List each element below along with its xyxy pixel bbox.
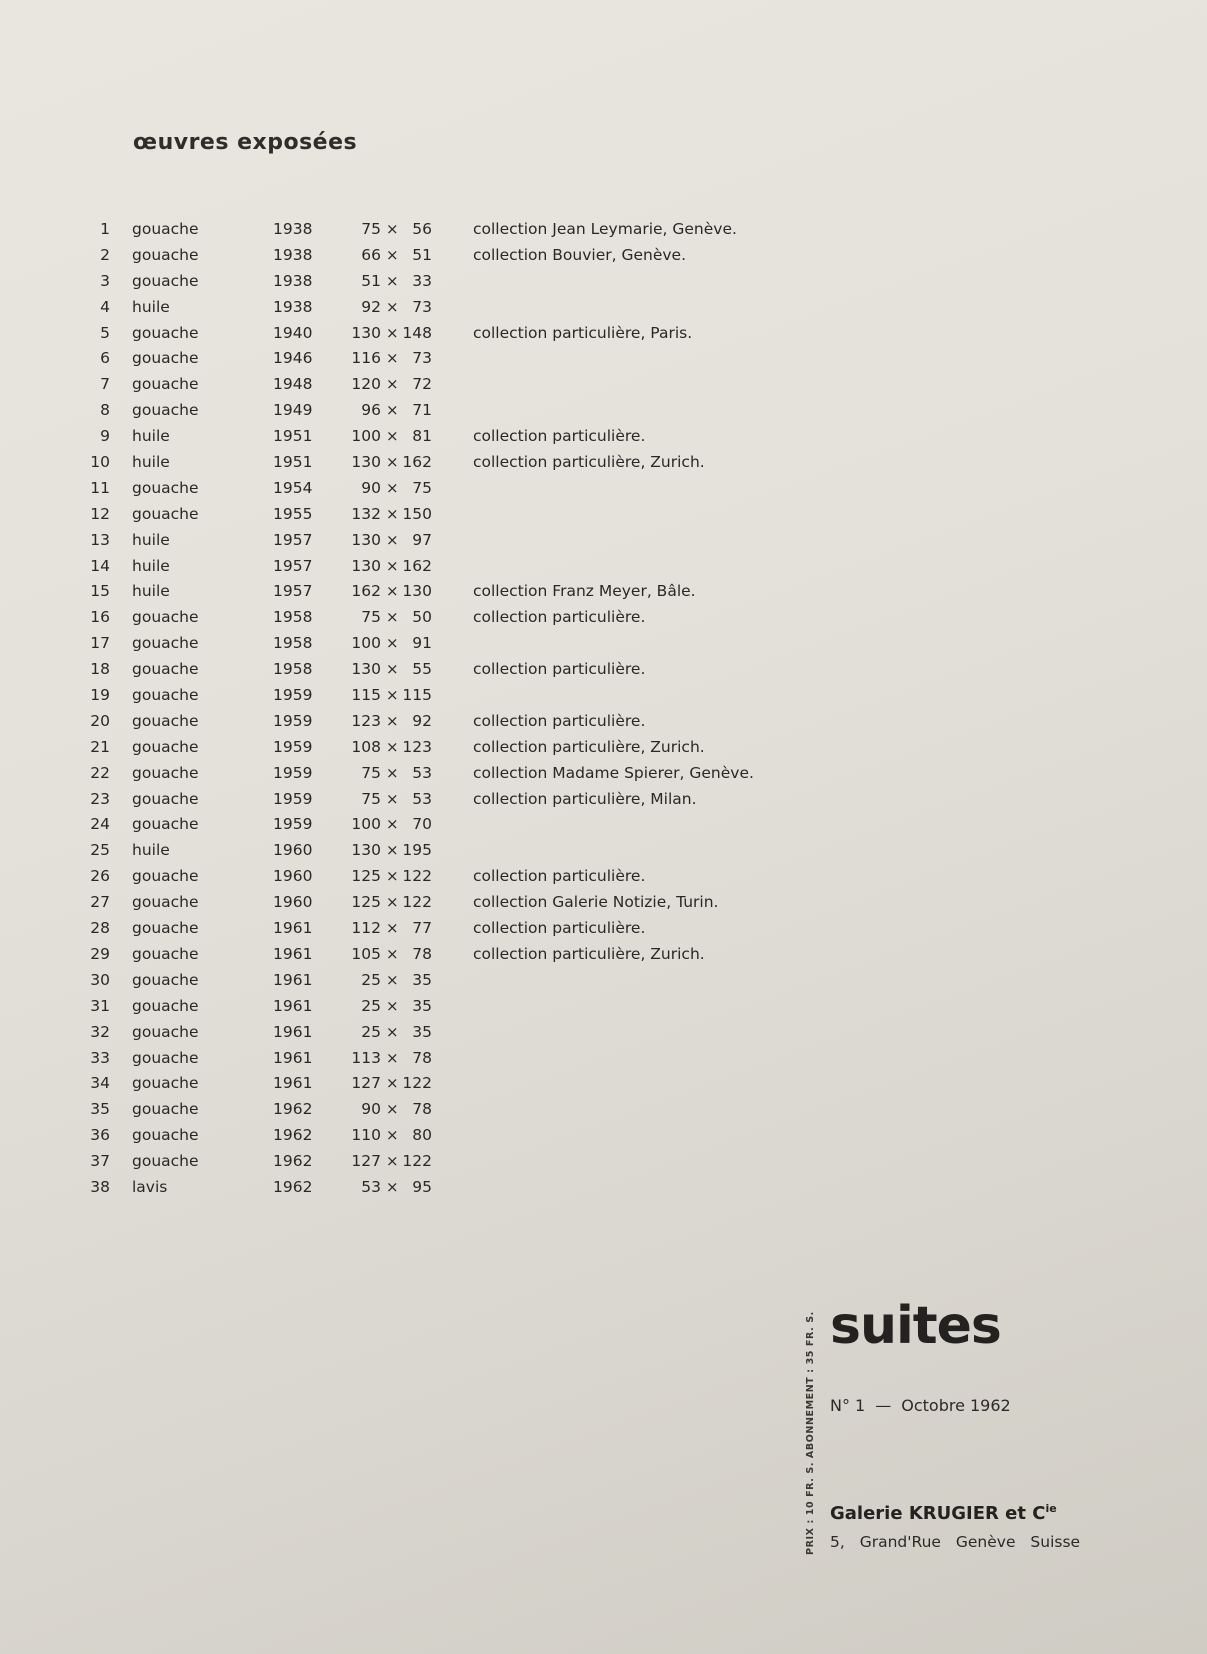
- work-medium: gouache: [132, 220, 199, 238]
- work-number: 31: [90, 996, 110, 1015]
- work-year: 1959: [273, 686, 313, 705]
- work-number: 13: [90, 530, 110, 549]
- work-year: 1962: [273, 1177, 313, 1196]
- work-year: 1961: [273, 919, 313, 938]
- work-number: 34: [90, 1074, 110, 1093]
- work-medium: huile: [132, 530, 170, 549]
- work-medium: gouache: [132, 375, 199, 394]
- work-width: 122: [402, 1152, 432, 1171]
- work-medium: gouache: [132, 970, 199, 989]
- work-year: 1961: [273, 970, 313, 989]
- work-year: 1961: [273, 944, 313, 963]
- work-height: 25: [361, 996, 381, 1015]
- work-width: 70: [412, 815, 432, 834]
- work-number: 7: [100, 375, 110, 394]
- times-sign: ×: [386, 686, 399, 705]
- work-width: 73: [412, 349, 432, 368]
- work-width: 75: [412, 478, 432, 497]
- work-year: 1962: [273, 1100, 313, 1119]
- work-collection: collection Bouvier, Genève.: [473, 245, 687, 264]
- work-height: 130: [351, 841, 381, 860]
- work-year: 1959: [273, 815, 313, 834]
- work-medium: gouache: [132, 763, 199, 782]
- work-year: 1955: [273, 504, 313, 523]
- issue-dash: —: [875, 1396, 892, 1415]
- work-year: 1960: [273, 841, 313, 860]
- times-sign: ×: [386, 556, 399, 575]
- times-sign: ×: [386, 867, 399, 886]
- times-sign: ×: [386, 1074, 399, 1093]
- times-sign: ×: [386, 582, 399, 601]
- work-height: 53: [361, 1177, 381, 1196]
- work-year: 1961: [273, 996, 313, 1015]
- work-height: 132: [351, 504, 381, 523]
- work-medium: huile: [132, 297, 170, 316]
- work-year: 1958: [273, 608, 313, 627]
- times-sign: ×: [386, 297, 399, 316]
- work-medium: gouache: [132, 245, 199, 264]
- work-year: 1938: [273, 220, 313, 238]
- times-sign: ×: [386, 1152, 399, 1171]
- times-sign: ×: [386, 634, 399, 653]
- times-sign: ×: [386, 504, 399, 523]
- work-height: 51: [361, 271, 381, 290]
- work-year: 1938: [273, 271, 313, 290]
- times-sign: ×: [386, 944, 399, 963]
- work-width: 195: [402, 841, 432, 860]
- work-width: 123: [402, 737, 432, 756]
- work-medium: huile: [132, 453, 170, 472]
- work-width: 78: [412, 1100, 432, 1119]
- work-year: 1959: [273, 789, 313, 808]
- work-medium: gouache: [132, 893, 199, 912]
- work-height: 75: [361, 220, 381, 238]
- work-collection: collection particulière.: [473, 427, 646, 446]
- work-width: 33: [412, 271, 432, 290]
- work-year: 1957: [273, 530, 313, 549]
- work-height: 75: [361, 763, 381, 782]
- times-sign: ×: [386, 996, 399, 1015]
- work-collection: collection particulière, Milan.: [473, 789, 697, 808]
- work-medium: huile: [132, 427, 170, 446]
- work-height: 120: [351, 375, 381, 394]
- times-sign: ×: [386, 1100, 399, 1119]
- gallery-name-text: Galerie KRUGIER et C: [830, 1503, 1046, 1524]
- work-width: 162: [402, 556, 432, 575]
- gallery-address: 5, Grand'Rue Genève Suisse: [830, 1533, 1081, 1551]
- work-number: 19: [90, 686, 110, 705]
- work-medium: gouache: [132, 789, 199, 808]
- work-number: 11: [90, 478, 110, 497]
- work-number: 21: [90, 737, 110, 756]
- times-sign: ×: [386, 401, 399, 420]
- work-width: 122: [402, 893, 432, 912]
- work-height: 90: [361, 1100, 381, 1119]
- work-number: 2: [100, 245, 110, 264]
- times-sign: ×: [386, 453, 399, 472]
- issue-line: [830, 1396, 1011, 1415]
- work-width: 50: [412, 608, 432, 627]
- times-sign: ×: [386, 789, 399, 808]
- work-height: 66: [361, 245, 381, 264]
- times-sign: ×: [386, 608, 399, 627]
- work-collection: collection particulière, Zurich.: [473, 453, 705, 472]
- work-year: 1954: [273, 478, 313, 497]
- times-sign: ×: [386, 220, 399, 238]
- work-medium: gouache: [132, 919, 199, 938]
- times-sign: ×: [386, 375, 399, 394]
- work-width: 55: [412, 660, 432, 679]
- work-year: 1938: [273, 245, 313, 264]
- work-medium: gouache: [132, 608, 199, 627]
- work-collection: collection particulière.: [473, 711, 646, 730]
- work-year: 1959: [273, 737, 313, 756]
- work-height: 113: [351, 1048, 381, 1067]
- price-note: PRIX : 10 FR. S. ABONNEMENT : 35 FR. S.: [805, 1311, 816, 1555]
- work-width: 92: [412, 711, 432, 730]
- work-width: 122: [402, 867, 432, 886]
- work-width: 35: [412, 996, 432, 1015]
- work-number: 1: [100, 220, 110, 238]
- issue-date: Octobre 1962: [901, 1396, 1011, 1415]
- work-height: 90: [361, 478, 381, 497]
- work-medium: huile: [132, 841, 170, 860]
- work-height: 130: [351, 556, 381, 575]
- work-width: 78: [412, 1048, 432, 1067]
- work-number: 12: [90, 504, 110, 523]
- page-title: œuvres exposées: [133, 130, 358, 155]
- work-height: 110: [351, 1126, 381, 1145]
- work-medium: gouache: [132, 1100, 199, 1119]
- work-height: 100: [351, 634, 381, 653]
- work-year: 1960: [273, 893, 313, 912]
- work-medium: gouache: [132, 660, 199, 679]
- work-medium: gouache: [132, 867, 199, 886]
- work-number: 27: [90, 893, 110, 912]
- times-sign: ×: [386, 349, 399, 368]
- work-collection: collection particulière, Zurich.: [473, 737, 705, 756]
- work-width: 81: [412, 427, 432, 446]
- work-width: 148: [402, 323, 432, 342]
- times-sign: ×: [386, 271, 399, 290]
- times-sign: ×: [386, 763, 399, 782]
- work-width: 122: [402, 1074, 432, 1093]
- work-number: 24: [90, 815, 110, 834]
- work-height: 162: [351, 582, 381, 601]
- work-height: 100: [351, 815, 381, 834]
- work-medium: gouache: [132, 271, 199, 290]
- work-number: 35: [90, 1100, 110, 1119]
- work-medium: gouache: [132, 996, 199, 1015]
- work-height: 112: [351, 919, 381, 938]
- gallery-name: [830, 1502, 1057, 1524]
- work-medium: gouache: [132, 323, 199, 342]
- work-width: 150: [402, 504, 432, 523]
- work-width: 73: [412, 297, 432, 316]
- work-collection: collection particulière.: [473, 608, 646, 627]
- work-collection: collection Jean Leymarie, Genève.: [473, 220, 737, 238]
- work-number: 22: [90, 763, 110, 782]
- work-year: 1961: [273, 1074, 313, 1093]
- work-number: 28: [90, 919, 110, 938]
- work-number: 17: [90, 634, 110, 653]
- work-year: 1957: [273, 582, 313, 601]
- times-sign: ×: [386, 815, 399, 834]
- work-medium: gouache: [132, 634, 199, 653]
- work-width: 91: [412, 634, 432, 653]
- work-collection: collection particulière.: [473, 660, 646, 679]
- work-height: 125: [351, 867, 381, 886]
- work-number: 29: [90, 944, 110, 963]
- work-height: 130: [351, 323, 381, 342]
- work-year: 1959: [273, 763, 313, 782]
- work-height: 92: [361, 297, 381, 316]
- times-sign: ×: [386, 427, 399, 446]
- work-medium: gouache: [132, 944, 199, 963]
- work-year: 1962: [273, 1126, 313, 1145]
- work-year: 1961: [273, 1022, 313, 1041]
- work-number: 25: [90, 841, 110, 860]
- work-medium: gouache: [132, 815, 199, 834]
- work-width: 35: [412, 1022, 432, 1041]
- work-height: 100: [351, 427, 381, 446]
- work-medium: gouache: [132, 1074, 199, 1093]
- work-height: 130: [351, 660, 381, 679]
- work-year: 1962: [273, 1152, 313, 1171]
- work-number: 6: [100, 349, 110, 368]
- work-height: 105: [351, 944, 381, 963]
- work-year: 1960: [273, 867, 313, 886]
- work-width: 162: [402, 453, 432, 472]
- work-year: 1946: [273, 349, 313, 368]
- work-collection: collection Madame Spierer, Genève.: [473, 763, 754, 782]
- work-width: 53: [412, 763, 432, 782]
- work-width: 72: [412, 375, 432, 394]
- times-sign: ×: [386, 1022, 399, 1041]
- work-width: 77: [412, 919, 432, 938]
- times-sign: ×: [386, 737, 399, 756]
- work-number: 23: [90, 789, 110, 808]
- times-sign: ×: [386, 530, 399, 549]
- work-medium: huile: [132, 556, 170, 575]
- times-sign: ×: [386, 841, 399, 860]
- times-sign: ×: [386, 478, 399, 497]
- issue-number: N° 1: [830, 1396, 866, 1415]
- work-height: 130: [351, 453, 381, 472]
- work-number: 32: [90, 1022, 110, 1041]
- work-medium: lavis: [132, 1177, 168, 1196]
- work-medium: huile: [132, 582, 170, 601]
- times-sign: ×: [386, 919, 399, 938]
- work-width: 53: [412, 789, 432, 808]
- work-year: 1958: [273, 634, 313, 653]
- work-height: 25: [361, 970, 381, 989]
- work-year: 1948: [273, 375, 313, 394]
- work-collection: collection particulière, Zurich.: [473, 944, 705, 963]
- work-collection: collection Franz Meyer, Bâle.: [473, 582, 696, 601]
- work-width: 56: [412, 220, 432, 238]
- work-width: 71: [412, 401, 432, 420]
- work-medium: gouache: [132, 401, 199, 420]
- work-year: 1951: [273, 427, 313, 446]
- work-medium: gouache: [132, 349, 199, 368]
- work-year: 1957: [273, 556, 313, 575]
- work-height: 96: [361, 401, 381, 420]
- work-height: 115: [351, 686, 381, 705]
- work-number: 33: [90, 1048, 110, 1067]
- work-number: 14: [90, 556, 110, 575]
- work-year: 1940: [273, 323, 313, 342]
- work-collection: collection particulière.: [473, 919, 646, 938]
- times-sign: ×: [386, 323, 399, 342]
- work-height: 125: [351, 893, 381, 912]
- work-number: 10: [90, 453, 110, 472]
- work-year: 1959: [273, 711, 313, 730]
- work-height: 75: [361, 608, 381, 627]
- work-number: 9: [100, 427, 110, 446]
- work-width: 78: [412, 944, 432, 963]
- work-medium: gouache: [132, 1152, 199, 1171]
- work-height: 123: [351, 711, 381, 730]
- work-width: 51: [412, 245, 432, 264]
- work-height: 127: [351, 1152, 381, 1171]
- times-sign: ×: [386, 660, 399, 679]
- work-medium: gouache: [132, 478, 199, 497]
- work-medium: gouache: [132, 504, 199, 523]
- times-sign: ×: [386, 1048, 399, 1067]
- work-height: 25: [361, 1022, 381, 1041]
- work-year: 1938: [273, 297, 313, 316]
- work-year: 1961: [273, 1048, 313, 1067]
- work-year: 1951: [273, 453, 313, 472]
- work-number: 38: [90, 1177, 110, 1196]
- work-collection: collection particulière.: [473, 867, 646, 886]
- work-number: 4: [100, 297, 110, 316]
- journal-title: suites: [830, 1296, 1001, 1356]
- work-width: 35: [412, 970, 432, 989]
- work-number: 26: [90, 867, 110, 886]
- work-collection: collection Galerie Notizie, Turin.: [473, 893, 719, 912]
- work-number: 16: [90, 608, 110, 627]
- work-number: 30: [90, 970, 110, 989]
- work-number: 5: [100, 323, 110, 342]
- work-collection: collection particulière, Paris.: [473, 323, 693, 342]
- work-number: 3: [100, 271, 110, 290]
- work-width: 80: [412, 1126, 432, 1145]
- work-height: 108: [351, 737, 381, 756]
- work-width: 97: [412, 530, 432, 549]
- times-sign: ×: [386, 711, 399, 730]
- work-year: 1958: [273, 660, 313, 679]
- work-height: 75: [361, 789, 381, 808]
- gallery-name-suffix: ie: [1045, 1502, 1057, 1515]
- work-medium: gouache: [132, 737, 199, 756]
- work-medium: gouache: [132, 1048, 199, 1067]
- times-sign: ×: [386, 970, 399, 989]
- work-height: 130: [351, 530, 381, 549]
- work-number: 37: [90, 1152, 110, 1171]
- work-medium: gouache: [132, 1126, 199, 1145]
- work-number: 15: [90, 582, 110, 601]
- work-medium: gouache: [132, 711, 199, 730]
- work-medium: gouache: [132, 686, 199, 705]
- work-number: 8: [100, 401, 110, 420]
- work-year: 1949: [273, 401, 313, 420]
- work-number: 36: [90, 1126, 110, 1145]
- work-medium: gouache: [132, 1022, 199, 1041]
- work-height: 116: [351, 349, 381, 368]
- times-sign: ×: [386, 893, 399, 912]
- work-number: 20: [90, 711, 110, 730]
- work-height: 127: [351, 1074, 381, 1093]
- times-sign: ×: [386, 1177, 399, 1196]
- work-width: 130: [402, 582, 432, 601]
- times-sign: ×: [386, 245, 399, 264]
- work-width: 115: [402, 686, 432, 705]
- work-number: 18: [90, 660, 110, 679]
- times-sign: ×: [386, 1126, 399, 1145]
- work-width: 95: [412, 1177, 432, 1196]
